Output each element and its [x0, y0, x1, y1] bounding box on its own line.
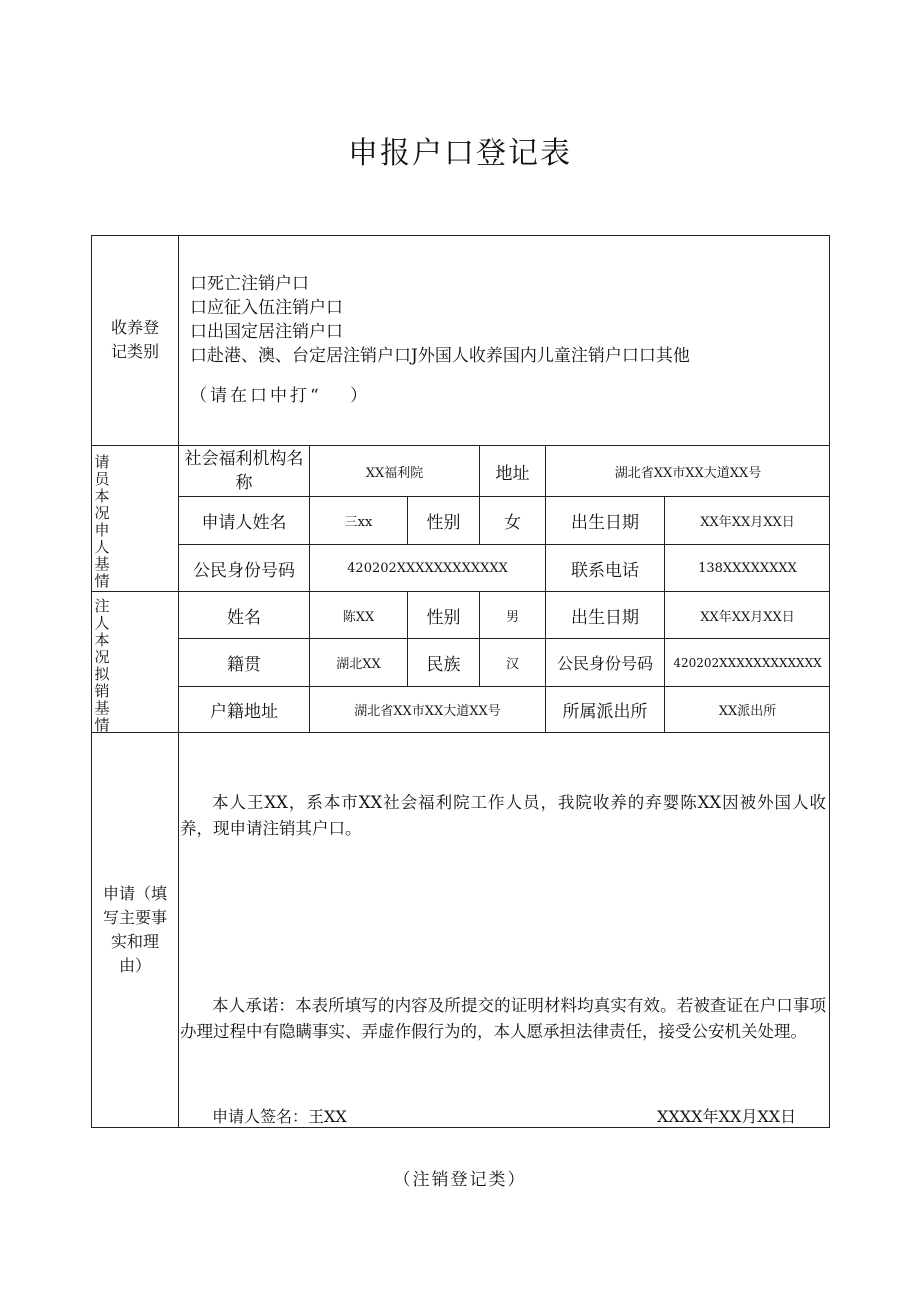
household-address-value[interactable]: 湖北省XX市XX大道XX号: [354, 704, 501, 719]
option-military[interactable]: 口应征入伍注销户口: [190, 298, 343, 318]
applicant-phone-label: 联系电话: [571, 560, 639, 581]
native-place-value[interactable]: 湖北XX: [336, 657, 381, 672]
application-reason[interactable]: 本人王XX，系本市XX社会福利院工作人员，我院收养的弃婴陈XX因被外国人收养，现申请注销其户口。: [180, 793, 826, 838]
applicant-phone-value[interactable]: 138XXXXXXXX: [698, 560, 797, 576]
ethnic-label: 民族: [426, 655, 461, 675]
option-emigrate[interactable]: 口出国定居注销户口: [190, 322, 343, 342]
applicant-birth-value[interactable]: XX年XX月XX日: [700, 515, 795, 530]
page-title: 申报户口登记表: [348, 136, 572, 171]
applicant-gender-label: 性别: [426, 513, 461, 533]
org-name-label: 社会福利机构名称: [184, 449, 304, 493]
ethnic-value[interactable]: 汉: [505, 657, 519, 672]
subject-id-label: 公民身份号码: [556, 654, 653, 673]
applicant-name-label: 申请人姓名: [201, 513, 287, 533]
subject-gender-label: 性别: [426, 607, 461, 628]
native-place-label: 籍贯: [227, 655, 261, 675]
form-category-note: （注销登记类）: [393, 1170, 527, 1190]
application-pledge[interactable]: 本人承诺：本表所填写的内容及所提交的证明材料均真实有效。若被查证在户口事项办理过程中有隐瞒事实、弄虚作假行为的，本人愿承担法律责任，接受公安机关处理。: [180, 996, 826, 1041]
applicant-id-value[interactable]: 420202XXXXXXXXXXXX: [347, 560, 508, 576]
subject-gender-value[interactable]: 男: [505, 609, 519, 625]
subject-name-value[interactable]: 陈XX: [342, 609, 375, 625]
subject-section-label: 注人本况拟销基情: [94, 598, 110, 732]
police-station-value[interactable]: XX派出所: [718, 704, 777, 719]
subject-name-label: 姓名: [227, 607, 261, 628]
application-date[interactable]: XXXX年XX月XX日: [657, 1107, 797, 1126]
household-address-label: 户籍地址: [210, 702, 278, 722]
applicant-name-value[interactable]: 三xx: [344, 515, 373, 530]
option-death[interactable]: 口死亡注销户口: [190, 274, 309, 294]
category-label: 收养登记类别: [110, 318, 159, 361]
check-hint: （请在口中打“ ）: [190, 386, 371, 406]
subject-birth-value[interactable]: XX年XX月XX日: [700, 609, 795, 625]
applicant-section-label: 请员本况申人基情: [94, 454, 110, 590]
applicant-id-label: 公民身份号码: [193, 560, 295, 581]
applicant-signature[interactable]: 申请人签名：王XX: [212, 1107, 347, 1126]
address-value[interactable]: 湖北省XX市XX大道XX号: [614, 465, 762, 481]
category-options: [190, 272, 690, 368]
address-label: 地址: [495, 463, 530, 484]
subject-birth-label: 出生日期: [571, 607, 639, 628]
application-label: 申请（填写主要事实和理由）: [102, 884, 167, 975]
subject-id-value[interactable]: 420202XXXXXXXXXXXX: [673, 655, 822, 670]
applicant-birth-label: 出生日期: [571, 513, 639, 533]
applicant-gender-value[interactable]: 女: [504, 513, 521, 533]
police-station-label: 所属派出所: [562, 702, 648, 722]
option-hk-macao-taiwan-adoption-other[interactable]: 口赴港、澳、台定居注销户口J外国人收养国内儿童注销户口口其他: [190, 346, 690, 366]
org-name-value[interactable]: XX福利院: [365, 465, 424, 481]
divider: [91, 732, 830, 733]
